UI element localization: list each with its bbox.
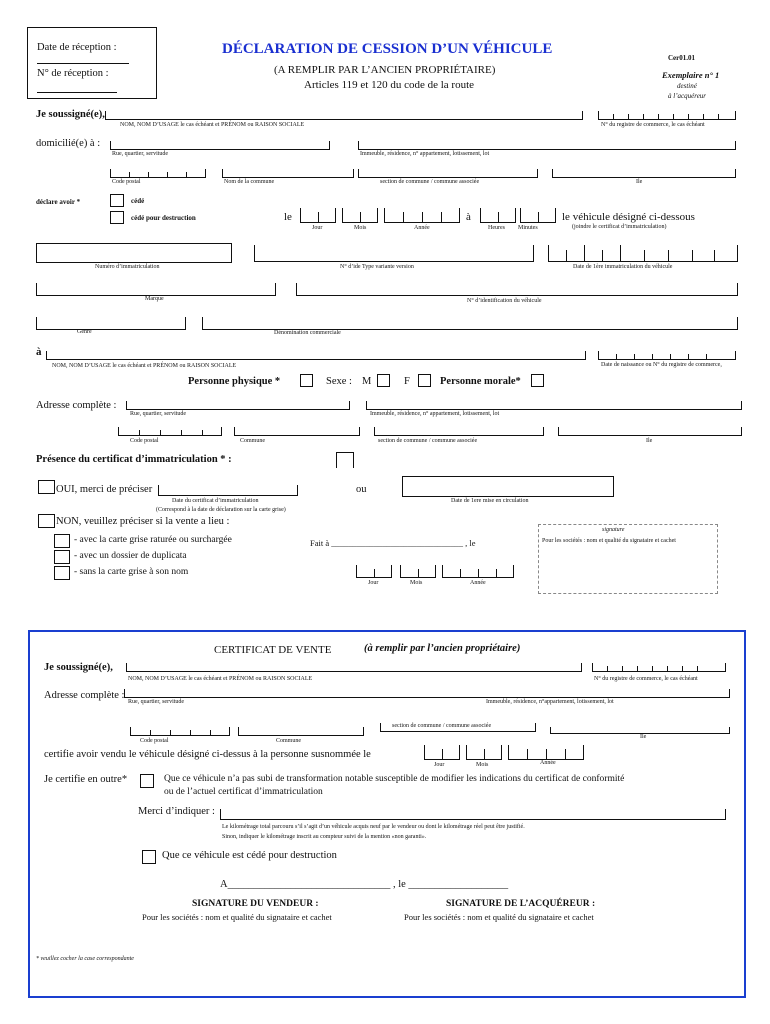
- oui-label: OUI, merci de préciser: [56, 484, 153, 495]
- checkbox-sexe-m[interactable]: [377, 374, 390, 387]
- transformation-text-1: Que ce véhicule n’a pas subi de transformation notable susceptible de modifier les indications du certificat de conformité: [164, 774, 625, 784]
- seller-registre-caption: N° du registre de commerce, le cas échéant: [601, 122, 705, 128]
- fait-annee-field[interactable]: [442, 564, 514, 578]
- fait-jour-caption: Jour: [368, 580, 379, 586]
- declare-heures-field[interactable]: [480, 207, 516, 223]
- copy-dest-1: destiné: [677, 82, 697, 90]
- buyer-commune-field[interactable]: [234, 426, 360, 436]
- signature-vendeur-societes: Pour les sociétés : nom et qualité du signataire et cachet: [142, 912, 332, 922]
- checkbox-cede-destruction[interactable]: [110, 211, 124, 224]
- km-text-2: Sinon, indiquer le kilométrage inscrit au compteur suivi de la mention «non garanti».: [222, 834, 427, 840]
- date-1ere-field[interactable]: [402, 476, 614, 497]
- page-title: DÉCLARATION DE CESSION D’UN VÉHICULE: [222, 41, 553, 57]
- type-field[interactable]: [254, 244, 534, 262]
- buyer-rue-caption: Rue, quartier, servitude: [130, 411, 187, 417]
- seller-name-caption: NOM, NOM D’USAGE le cas échéant et PRÉNOM ou RAISON SOCIALE: [120, 122, 305, 128]
- vente-certifie-text: certifie avoir vendu le véhicule désigné ci-dessus à la personne susnommée le: [44, 749, 371, 760]
- date-cert-field[interactable]: [158, 484, 298, 496]
- checkbox-opt3[interactable]: [54, 566, 70, 580]
- fait-jour-field[interactable]: [356, 564, 392, 578]
- genre-caption: Genre: [77, 329, 92, 335]
- buyer-dob-caption: Date de naissance ou N° du registre de commerce,: [601, 362, 722, 368]
- kilometrage-field[interactable]: [220, 808, 726, 820]
- cede-label: cédé: [131, 197, 145, 205]
- immat-field[interactable]: [36, 243, 232, 263]
- vin-caption: N° d’identification du véhicule: [467, 298, 542, 304]
- buyer-ile-field[interactable]: [558, 426, 742, 436]
- vente-jour-field[interactable]: [424, 744, 460, 760]
- date-first-immat-field[interactable]: [548, 244, 738, 262]
- reception-date-label: Date de réception :: [37, 42, 117, 53]
- checkbox-personne-physique[interactable]: [300, 374, 313, 387]
- fait-mois-caption: Mois: [410, 580, 423, 586]
- declare-jour-field[interactable]: [300, 207, 336, 223]
- seller-rue-caption: Rue, quartier, servitude: [112, 151, 169, 157]
- date-cert-caption: Date du certificat d’immatriculation: [172, 498, 259, 504]
- vente-annee-caption: Année: [540, 760, 556, 766]
- vente-title: CERTIFICAT DE VENTE: [214, 644, 332, 656]
- signature-acquereur-label: SIGNATURE DE L’ACQUÉREUR :: [446, 899, 596, 909]
- presence-decor: [336, 452, 354, 468]
- buyer-rue-field[interactable]: [126, 400, 350, 410]
- buyer-dob-field[interactable]: [598, 350, 736, 360]
- vente-name-field[interactable]: [126, 662, 582, 672]
- buyer-name-caption: NOM, NOM D’USAGE le cas échéant et PRÉNOM ou RAISON SOCIALE: [52, 363, 237, 369]
- buyer-immeuble-caption: Immeuble, résidence, n° appartement, lotissement, lot: [370, 411, 500, 417]
- seller-name-field[interactable]: [105, 110, 583, 120]
- vente-immeuble-caption: Immeuble, résidence, n°appartement, lotissement, lot: [486, 699, 614, 705]
- km-text-1: Le kilométrage total parcouru s’il s’agit d’un véhicule acquis neuf par le vendeur ou dont le kilométrage réel peut être justifié.: [222, 824, 525, 830]
- vente-en-outre: Je certifie en outre*: [44, 774, 128, 785]
- sexe-m-label: M: [362, 376, 372, 387]
- vente-cp-caption: Code postal: [140, 738, 169, 744]
- checkbox-personne-morale[interactable]: [531, 374, 544, 387]
- declare-a: à: [466, 211, 471, 223]
- reception-date-line[interactable]: [37, 63, 129, 64]
- vente-mois-field[interactable]: [466, 744, 502, 760]
- buyer-cp-caption: Code postal: [130, 438, 159, 444]
- vente-annee-field[interactable]: [508, 744, 584, 760]
- vente-title-note: (à remplir par l’ancien propriétaire): [364, 643, 521, 654]
- checkbox-opt1[interactable]: [54, 534, 70, 548]
- vente-mois-caption: Mois: [476, 762, 489, 768]
- seller-ile-caption: Ile: [636, 179, 643, 185]
- date-first-immat-caption: Date de 1ère immatriculation du véhicule: [573, 264, 673, 270]
- transformation-text-2: ou de l’actuel certificat d’immatriculation: [164, 787, 323, 797]
- declare-minutes-field[interactable]: [520, 207, 556, 223]
- vente-destruction-text: Que ce véhicule est cédé pour destruction: [162, 850, 337, 861]
- checkbox-vente-destruction[interactable]: [142, 850, 156, 864]
- seller-cp-field[interactable]: [110, 168, 206, 178]
- marque-caption: Marque: [145, 296, 164, 302]
- declare-heures-caption: Heures: [488, 225, 505, 231]
- vente-rue-field[interactable]: [124, 688, 404, 698]
- declare-mois-field[interactable]: [342, 207, 378, 223]
- seller-je-soussigne: Je soussigné(e),: [36, 109, 105, 120]
- vente-je-soussigne: Je soussigné(e),: [44, 662, 113, 673]
- buyer-ile-caption: Ile: [646, 438, 653, 444]
- checkbox-oui[interactable]: [38, 480, 55, 494]
- page-subtitle: (A REMPLIR PAR L’ANCIEN PROPRIÉTAIRE): [274, 64, 496, 76]
- checkbox-cede[interactable]: [110, 194, 124, 207]
- vente-jour-caption: Jour: [434, 762, 445, 768]
- seller-section-caption: section de commune / commune associée: [380, 179, 480, 185]
- sexe-label: Sexe :: [326, 376, 352, 387]
- cerfa-code: Cer01.01: [668, 54, 696, 62]
- buyer-section-field[interactable]: [374, 426, 544, 436]
- denom-caption: Dénomination commerciale: [274, 330, 341, 336]
- buyer-commune-caption: Commune: [240, 438, 265, 444]
- footnote: * veuillez cocher la case correspondante: [36, 956, 134, 962]
- date-1ere-caption: Date de 1ere mise en circulation: [451, 498, 529, 504]
- vente-ile-caption: Ile: [640, 734, 647, 740]
- signature-vendeur-label: SIGNATURE DU VENDEUR :: [192, 899, 319, 909]
- declare-minutes-caption: Minutes: [518, 225, 538, 231]
- fait-annee-caption: Année: [470, 580, 486, 586]
- seller-commune-field[interactable]: [222, 168, 354, 178]
- immat-caption: Numéro d’immatriculation: [95, 264, 160, 270]
- seller-section-field[interactable]: [358, 168, 538, 178]
- signature-box[interactable]: [538, 524, 718, 594]
- seller-commune-caption: Nom de la commune: [224, 179, 275, 185]
- reception-num-label: N° de réception :: [37, 68, 109, 79]
- opt1-label: - avec la carte grise raturée ou surchargée: [74, 535, 232, 545]
- opt3-label: - sans la carte grise à son nom: [74, 567, 189, 577]
- signature-societes: Pour les sociétés : nom et qualité du signataire et cachet: [542, 538, 676, 544]
- vente-rue-caption: Rue, quartier, servitude: [128, 699, 185, 705]
- vente-ile-field[interactable]: [550, 726, 730, 734]
- seller-rue-field[interactable]: [110, 140, 330, 150]
- seller-cp-caption: Code postal: [112, 179, 141, 185]
- signature-acquereur-societes: Pour les sociétés : nom et qualité du signataire et cachet: [404, 912, 594, 922]
- cede-destruction-label: cédé pour destruction: [131, 214, 196, 222]
- seller-ile-field[interactable]: [552, 168, 736, 178]
- opt2-label: - avec un dossier de duplicata: [74, 551, 187, 561]
- seller-domicilie-label: domicilié(e) à :: [36, 138, 101, 149]
- personne-morale-label: Personne morale*: [440, 376, 521, 387]
- buyer-section-caption: section de commune / commune associée: [378, 438, 478, 444]
- checkbox-opt2[interactable]: [54, 550, 70, 564]
- vente-commune-caption: Commune: [276, 738, 301, 744]
- seller-registre-field[interactable]: [598, 110, 736, 120]
- vin-field[interactable]: [296, 282, 738, 296]
- declare-annee-caption: Année: [414, 225, 430, 231]
- date-cert-note: (Correspond à la date de déclaration sur la carte grise): [156, 507, 286, 513]
- declare-annee-field[interactable]: [384, 207, 460, 223]
- vente-registre-field[interactable]: [592, 662, 726, 672]
- declare-vehicule-text: le véhicule désigné ci-dessous: [562, 211, 695, 223]
- denom-field[interactable]: [202, 316, 738, 330]
- declare-jour-caption: Jour: [312, 225, 323, 231]
- signature-label: signature: [602, 527, 625, 533]
- presence-label: Présence du certificat d’immatriculation * :: [36, 454, 232, 465]
- sexe-f-label: F: [404, 376, 410, 387]
- declare-label: déclare avoir *: [36, 198, 81, 206]
- declare-joindre-text: (joindre le certificat d’immatriculation): [572, 224, 667, 230]
- declare-mois-caption: Mois: [354, 225, 367, 231]
- ou-label: ou: [356, 484, 367, 495]
- seller-immeuble-caption: Immeuble, résidence, n° appartement, lotissement, lot: [360, 151, 490, 157]
- non-label: NON, veuillez préciser si la vente a lieu :: [56, 516, 230, 527]
- articles-text: Articles 119 et 120 du code de la route: [304, 79, 475, 91]
- buyer-a-label: à: [36, 346, 42, 358]
- checkbox-sexe-f[interactable]: [418, 374, 431, 387]
- fait-mois-field[interactable]: [400, 564, 436, 578]
- buyer-immeuble-field[interactable]: [366, 400, 742, 410]
- vente-cp-field[interactable]: [130, 726, 230, 736]
- vente-section-caption: section de commune / commune associée: [392, 723, 492, 729]
- reception-num-line[interactable]: [37, 92, 117, 93]
- copy-label: Exemplaire n° 1: [662, 70, 720, 80]
- seller-immeuble-field[interactable]: [358, 140, 736, 150]
- checkbox-non[interactable]: [38, 514, 55, 528]
- type-caption: N° d’ide Type variante version: [340, 264, 414, 270]
- buyer-name-field[interactable]: [46, 350, 586, 360]
- personne-physique-label: Personne physique *: [188, 376, 281, 387]
- copy-dest-2: à l’acquéreur: [668, 92, 707, 100]
- marque-field[interactable]: [36, 282, 276, 296]
- fait-a-text: Fait à _______________________________ , le: [310, 538, 476, 548]
- merci-indiquer: Merci d’indiquer :: [138, 806, 215, 817]
- buyer-adresse-label: Adresse complète :: [36, 400, 117, 411]
- buyer-cp-field[interactable]: [118, 426, 222, 436]
- vente-adresse-label: Adresse complète :: [44, 690, 125, 701]
- vente-name-caption: NOM, NOM D’USAGE le cas échéant et PRÉNOM ou RAISON SOCIALE: [128, 676, 313, 682]
- genre-field[interactable]: [36, 316, 186, 330]
- declare-le: le: [284, 211, 292, 223]
- checkbox-transformation[interactable]: [140, 774, 154, 788]
- vente-registre-caption: N° du registre de commerce, le cas échéant: [594, 676, 698, 682]
- vente-a-le: A_______________________________ , le ___________________: [220, 879, 509, 890]
- vente-commune-field[interactable]: [238, 726, 364, 736]
- vente-immeuble-field[interactable]: [404, 688, 730, 698]
